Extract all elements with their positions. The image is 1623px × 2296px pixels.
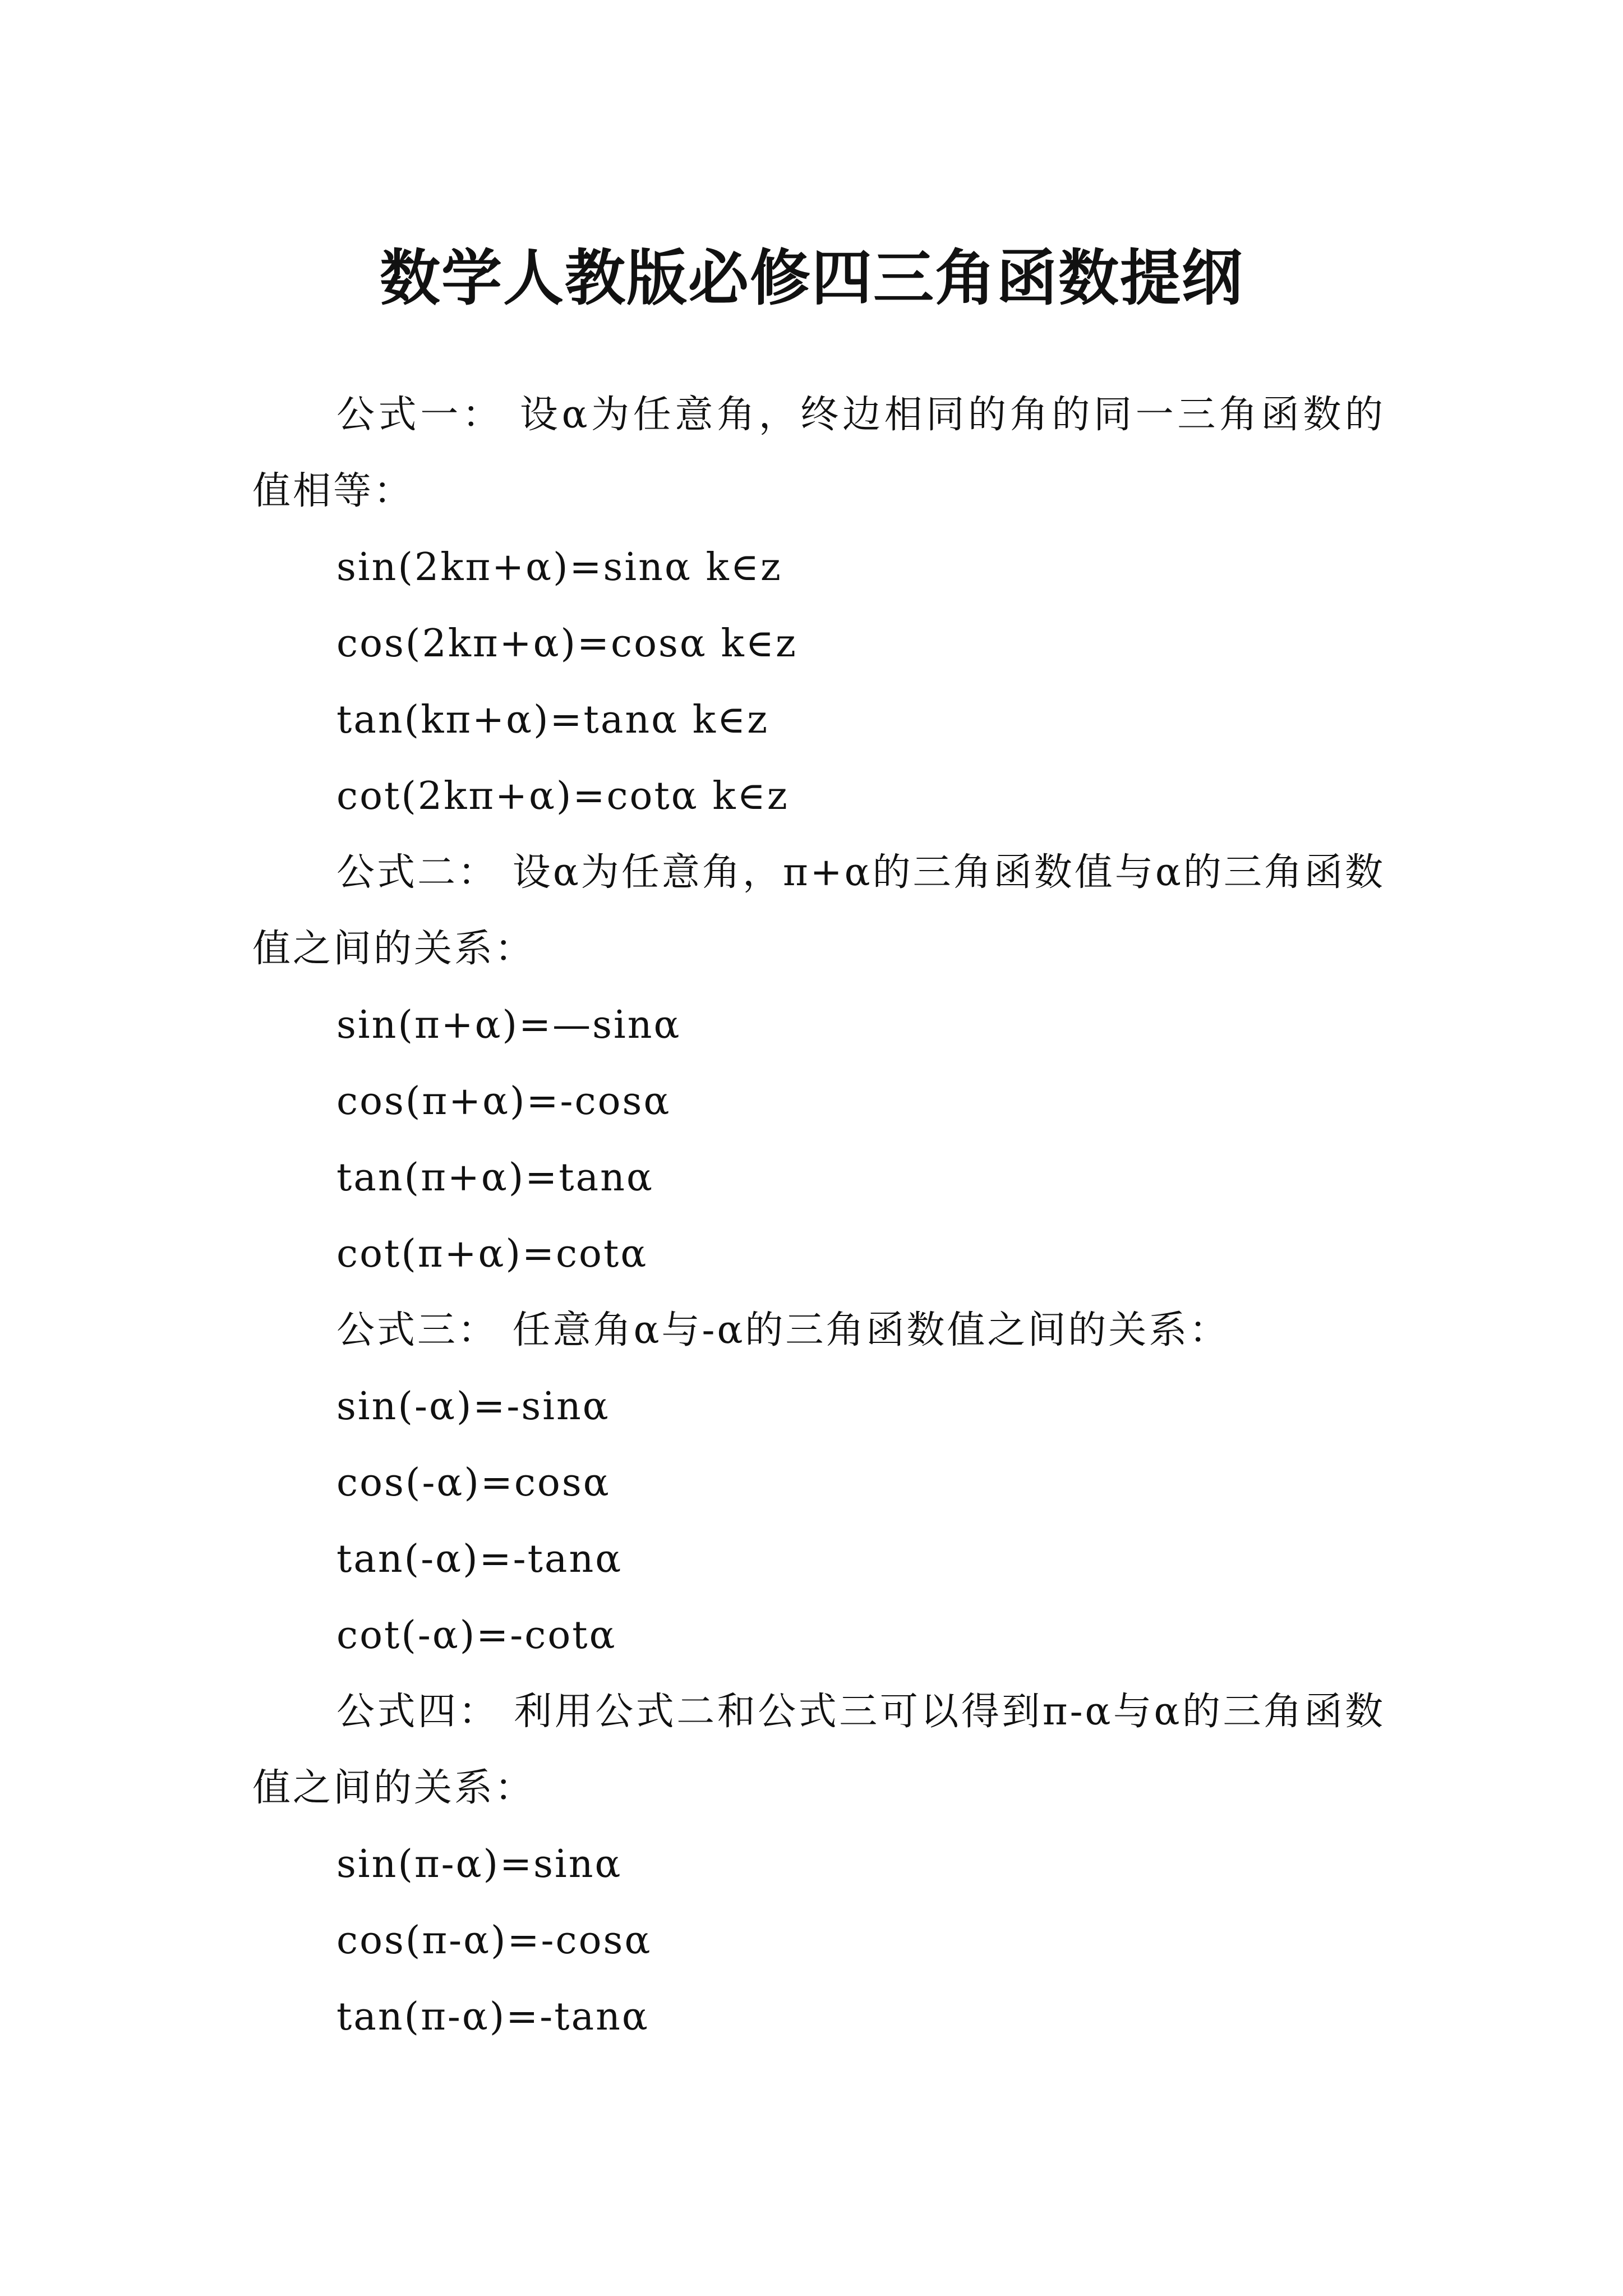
formula-line: cot(-α)=-cotα: [336, 1613, 617, 1658]
formula-line: tan(π-α)=-tanα: [336, 1995, 649, 2039]
formula-line: cos(-α)=cosα: [336, 1461, 611, 1505]
formula-line: cos(2kπ+α)=cosα k∈z: [336, 622, 797, 666]
section-intro: 公式四： 利用公式二和公式三可以得到π-α与α的三角函数值之间的关系：: [252, 1690, 1385, 1810]
section-formula-2: [252, 835, 1385, 1292]
document-body: [252, 377, 1385, 2055]
formula-line: sin(2kπ+α)=sinα k∈z: [336, 545, 782, 590]
formula-line: tan(kπ+α)=tanα k∈z: [336, 698, 769, 742]
formula-line: sin(π+α)=—sinα: [336, 1003, 681, 1047]
section-intro: 公式一： 设α为任意角，终边相同的角的同一三角函数的值相等：: [252, 393, 1385, 513]
formula-line: tan(π+α)=tanα: [336, 1156, 654, 1200]
formula-line: sin(-α)=-sinα: [336, 1384, 610, 1429]
formula-line: sin(π-α)=sinα: [336, 1842, 623, 1887]
formula-line: cos(π-α)=-cosα: [336, 1918, 652, 1963]
formula-line: cos(π+α)=-cosα: [336, 1079, 671, 1124]
formula-line: cot(2kπ+α)=cotα k∈z: [336, 774, 789, 818]
section-intro: 公式三： 任意角α与-α的三角函数值之间的关系：: [336, 1308, 1230, 1352]
section-intro: 公式二： 设α为任意角，π+α的三角函数值与α的三角函数值之间的关系：: [252, 850, 1385, 971]
formula-line: cot(π+α)=cotα: [336, 1232, 648, 1276]
section-formula-4: [252, 1674, 1385, 2055]
section-formula-1: [252, 377, 1385, 835]
document-title: 数学人教版必修四三角函数提纲: [379, 243, 1243, 314]
section-formula-3: [252, 1292, 1385, 1674]
formula-line: tan(-α)=-tanα: [336, 1537, 623, 1581]
